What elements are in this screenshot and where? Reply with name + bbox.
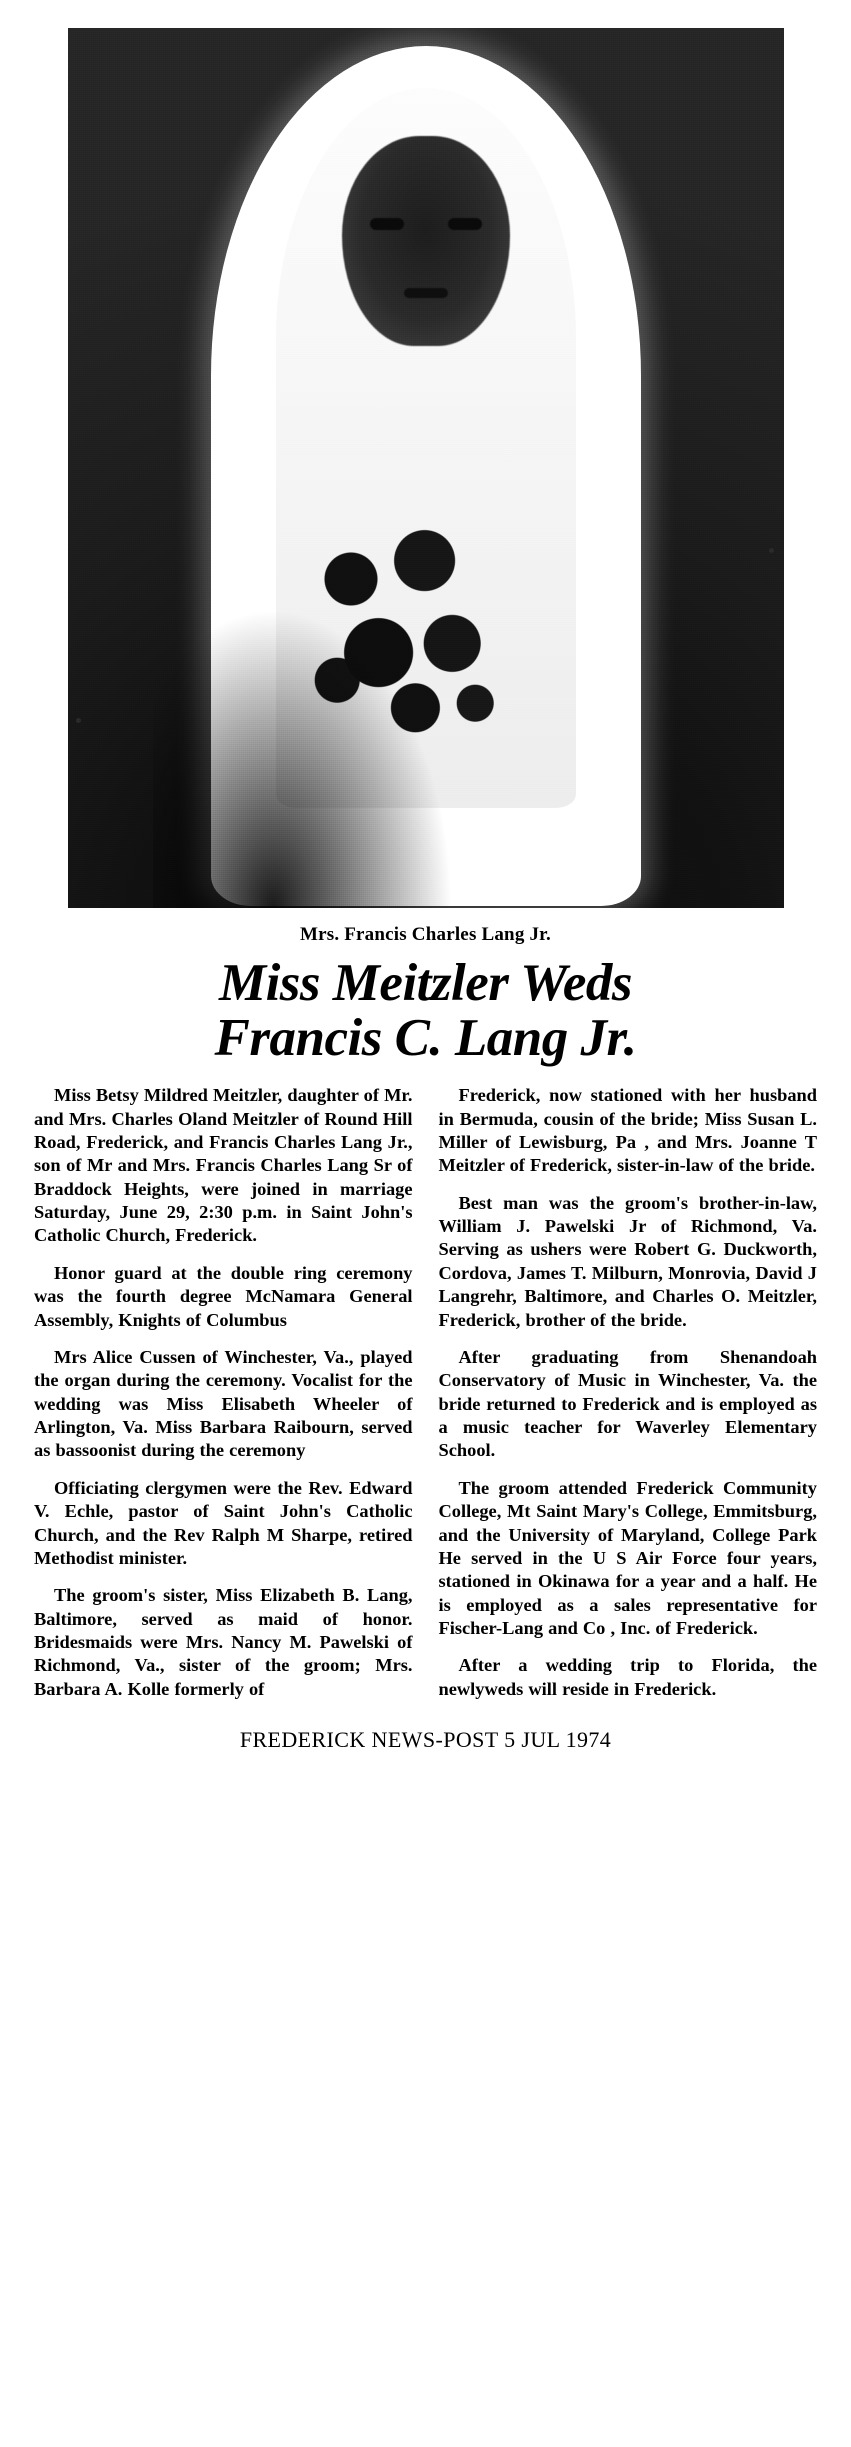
article-column-left [34, 1084, 413, 1701]
paragraph: The groom's sister, Miss Elizabeth B. Lang, Baltimore, served as maid of honor. Bridesmaids were Mrs. Nancy M. Pawelski of Richmond, Va., sister of the groom; Mrs. Barbara A. Kolle formerly of [34, 1585, 413, 1699]
paragraph: Frederick, now stationed with her husband in Bermuda, cousin of the bride; Miss Susan L. Miller of Lewisburg, Pa , and Mrs. Joanne T Meitzler of Frederick, sister-in-law of the bride. [438, 1085, 817, 1176]
headline-line-1: Miss Meitzler Weds [218, 954, 633, 1012]
paragraph: Honor guard at the double ring ceremony was the fourth degree McNamara General Assembly, Knights of Columbus [34, 1262, 413, 1330]
source-line: FREDERICK NEWS-POST 5 JUL 1974 [239, 1727, 612, 1753]
paragraph: Officiating clergymen were the Rev. Edward V. Echle, pastor of Saint John's Catholic Church, and the Rev Ralph M Sharpe, retired Methodist minister. [34, 1477, 413, 1568]
photo-grain [68, 28, 784, 908]
headline-line-2: Francis C. Lang Jr. [214, 1009, 637, 1068]
paragraph: After a wedding trip to Florida, the newlyweds will reside in Frederick. [438, 1655, 817, 1699]
paragraph: Best man was the groom's brother-in-law, William J. Pawelski Jr of Richmond, Va. Serving as ushers were Robert G. Duckworth, Cordova, James T. Milburn, Monrovia, David J Langrehr, Baltimore, and Charles O. Meitzler, Frederick, brother of the bride. [438, 1192, 817, 1330]
paragraph: Miss Betsy Mildred Meitzler, daughter of Mr. and Mrs. Charles Oland Meitzler of Round Hill Road, Frederick, and Francis Charles Lang Jr., son of Mr and Mrs. Francis Charles Lang Sr of Braddock Heights, were joined in marriage Saturday, June 29, 2:30 p.m. in Saint John's Catholic Church, Frederick. [34, 1085, 413, 1246]
paragraph: The groom attended Frederick Community College, Mt Saint Mary's College, Emmitsburg, and the University of Maryland, College Park He served in the U S Air Force four years, stationed in Okinawa for a year and a half. He is employed as a sales representative for Fischer-Lang and Co , Inc. of Frederick. [438, 1477, 817, 1639]
bride-portrait-photo [68, 28, 784, 908]
photo-caption: Mrs. Francis Charles Lang Jr. [299, 924, 552, 945]
paragraph: Mrs Alice Cussen of Winchester, Va., played the organ during the ceremony. Vocalist for the wedding was Miss Elisabeth Wheeler of Arlington, Va. Miss Barbara Raibourn, served as bassoonist during the ceremony [34, 1346, 413, 1461]
article-column-right [439, 1084, 818, 1701]
page-title [34, 956, 817, 1066]
paragraph: After graduating from Shenandoah Conservatory of Music in Winchester, Va. the bride returned to Frederick and is employed as a music teacher for Waverley Elementary School. [438, 1346, 817, 1461]
article-body [34, 1084, 817, 1701]
photo-container [34, 28, 817, 908]
